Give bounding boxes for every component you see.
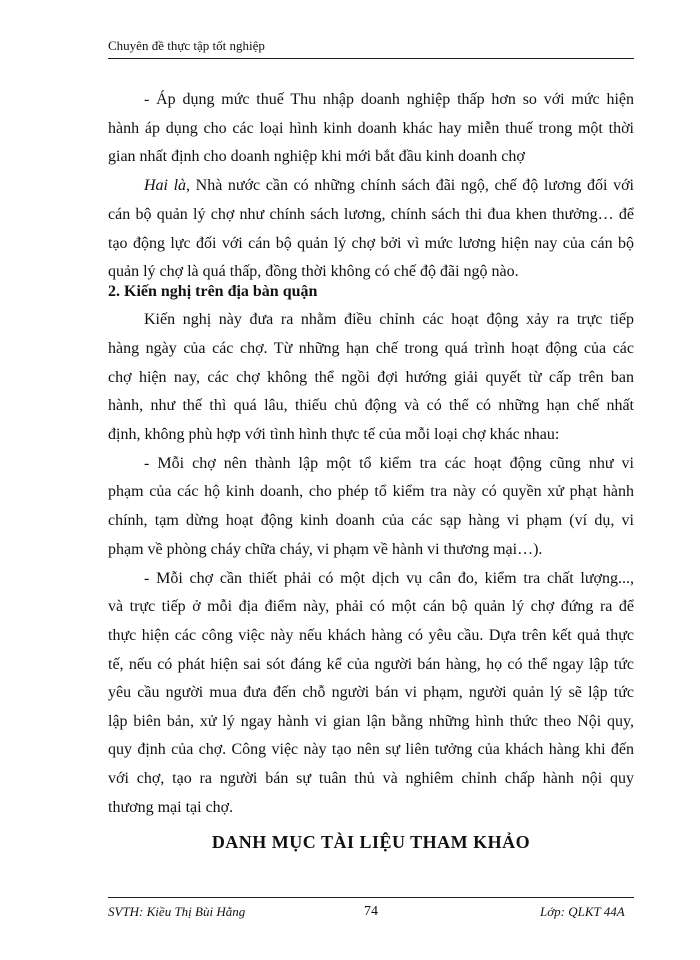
page-number: 74 [364, 904, 378, 919]
text-line: - Áp dụng mức thuế Thu nhập doanh nghiệp thấp hơn so với mức hiện [144, 91, 634, 108]
text-line: hành, như thế thì quá lâu, thiếu chủ động và có thể có những hạn chế nhất [108, 397, 634, 414]
text-line: chợ hiện nay, các chợ không thể ngồi đợi hướng giải quyết từ cấp trên ban [108, 369, 634, 386]
text-line: thương mại tại chợ. [108, 799, 234, 816]
text-line: - Mỗi chợ cần thiết phải có một dịch vụ cân đo, kiểm tra chất lượng..., [144, 570, 634, 587]
text-line: - Mỗi chợ nên thành lập một tổ kiểm tra các hoạt động cũng như vi [144, 455, 634, 472]
text-line: phạm về phòng cháy chữa cháy, vi phạm về hành vi thương mại…). [108, 541, 543, 558]
text-line: chính, tạm dừng hoạt động kinh doanh của các sạp hàng vi phạm (ví dụ, vi [108, 512, 634, 529]
text-line: lập biên bản, xử lý ngay hành vi gian lận bằng những hình thức theo Nội quy, [108, 713, 634, 730]
text-line: định, không phù hợp với tình hình thực tế của mỗi loại chợ khác nhau: [108, 426, 560, 443]
header-title: Chuyên đề thực tập tốt nghiệp [108, 38, 265, 53]
emphasis-lead: Hai là [144, 177, 187, 194]
text-fragment: , Nhà nước cần có những chính sách đãi ngộ, chế độ lương đối với [186, 177, 634, 194]
text-line [144, 174, 634, 198]
footer-class: Lớp: QLKT 44A [540, 904, 625, 919]
text-line: thực hiện các công việc này nếu khách hàng có yêu cầu. Dựa trên kết quả thực [108, 627, 634, 644]
text-line: quản lý chợ là quá thấp, đồng thời không có chế độ đãi ngộ nào. [108, 263, 519, 280]
text-line: quy định của chợ. Công việc này tạo nên sự liên tưởng của khách hàng khi đến [108, 741, 634, 758]
text-line: cán bộ quản lý chợ như chính sách lương, chính sách thi đua khen thưởng… để [108, 206, 634, 223]
footer-author: SVTH: Kiều Thị Bùi Hằng [108, 904, 246, 919]
text-line: yêu cầu người mua đưa đến chỗ người bán vi phạm, người quản lý sẽ lập tức [108, 684, 634, 701]
text-line: Kiến nghị này đưa ra nhằm điều chỉnh các hoạt động xảy ra trực tiếp [144, 311, 634, 328]
references-title: DANH MỤC TÀI LIỆU THAM KHẢO [211, 832, 531, 852]
text-line: và trực tiếp ở mỗi địa điểm này, phải có một cán bộ quản lý chợ đứng ra để [108, 598, 634, 615]
text-line: gian nhất định cho doanh nghiệp khi mới bắt đầu kinh doanh chợ [108, 148, 525, 165]
text-line: tế, nếu có phát hiện sai sót đáng kể của người bán hàng, họ có thể ngay lập tức [108, 656, 634, 673]
text-line: hành áp dụng cho các loại hình kinh doanh khác hay miễn thuế trong một thời [108, 120, 634, 137]
text-line: với chợ, tạo ra người bán sự tuân thủ và nghiêm chỉnh chấp hành nội quy [108, 770, 634, 787]
text-line: phạm của các hộ kinh doanh, cho phép tổ kiểm tra này có quyền xử phạt hành [108, 483, 634, 500]
page-header [108, 36, 634, 59]
section-heading: 2. Kiến nghị trên địa bàn quận [108, 283, 318, 300]
footer-divider [108, 897, 634, 898]
text-line: hàng ngày của các chợ. Từ những hạn chế trong quá trình hoạt động của các [108, 340, 634, 357]
text-line: tạo động lực đối với cán bộ quản lý chợ bởi vì mức lương hiện nay của cán bộ [108, 235, 634, 252]
